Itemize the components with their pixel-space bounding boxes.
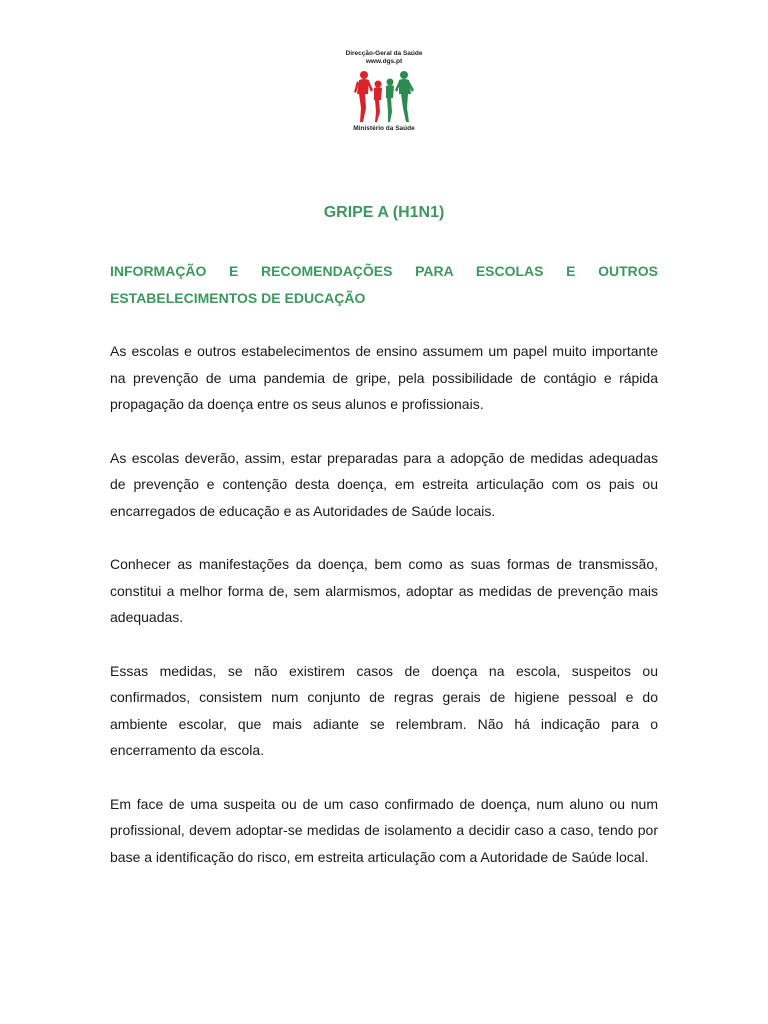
org-name: Direcção-Geral da Saúde (345, 50, 423, 57)
document-title: GRIPE A (H1N1) (323, 204, 445, 221)
paragraph: As escolas e outros estabelecimentos de ensino assumem um papel muito importante na prevenção de uma pandemia de gripe, pela possibilidade de contágio e rápida propagação da doença entre os seus alunos e profissionais. (110, 343, 658, 412)
ministry-name: Ministério da Saúde (353, 125, 415, 132)
paragraph: Essas medidas, se não existirem casos de doença na escola, suspeitos ou confirmados, consistem num conjunto de regras gerais de higiene pessoal e do ambiente escolar, que mais adiante se relembram. Não há indicação para o encerramento da escola. (110, 662, 658, 758)
paragraph: As escolas deverão, assim, estar preparadas para a adopção de medidas adequadas de prevenção e contenção desta doença, em estreita articulação com os pais ou encarregados de educação e as Autoridades de Saúde locais. (110, 449, 658, 519)
paragraph: Em face de uma suspeita ou de um caso confirmado de doença, num aluno ou num profissional, devem adoptar-se medidas de isolamento a decidir caso a caso, tendo por base a identificação do risco, em estreita articulação com a Autoridade de Saúde local. (110, 795, 658, 865)
dgs-logo (334, 50, 434, 150)
document-body (110, 338, 658, 897)
people-figures-icon (354, 68, 414, 124)
org-website: www.dgs.pt (365, 58, 403, 65)
paragraph: Conhecer as manifestações da doença, bem como as suas formas de transmissão, constitui a melhor forma de, sem alarmismos, adoptar as medidas de prevenção mais adequadas. (110, 556, 658, 625)
document-subtitle: INFORMAÇÃO E RECOMENDAÇÕES PARA ESCOLAS E OUTROS ESTABELECIMENTOS DE EDUCAÇÃO (110, 263, 658, 306)
